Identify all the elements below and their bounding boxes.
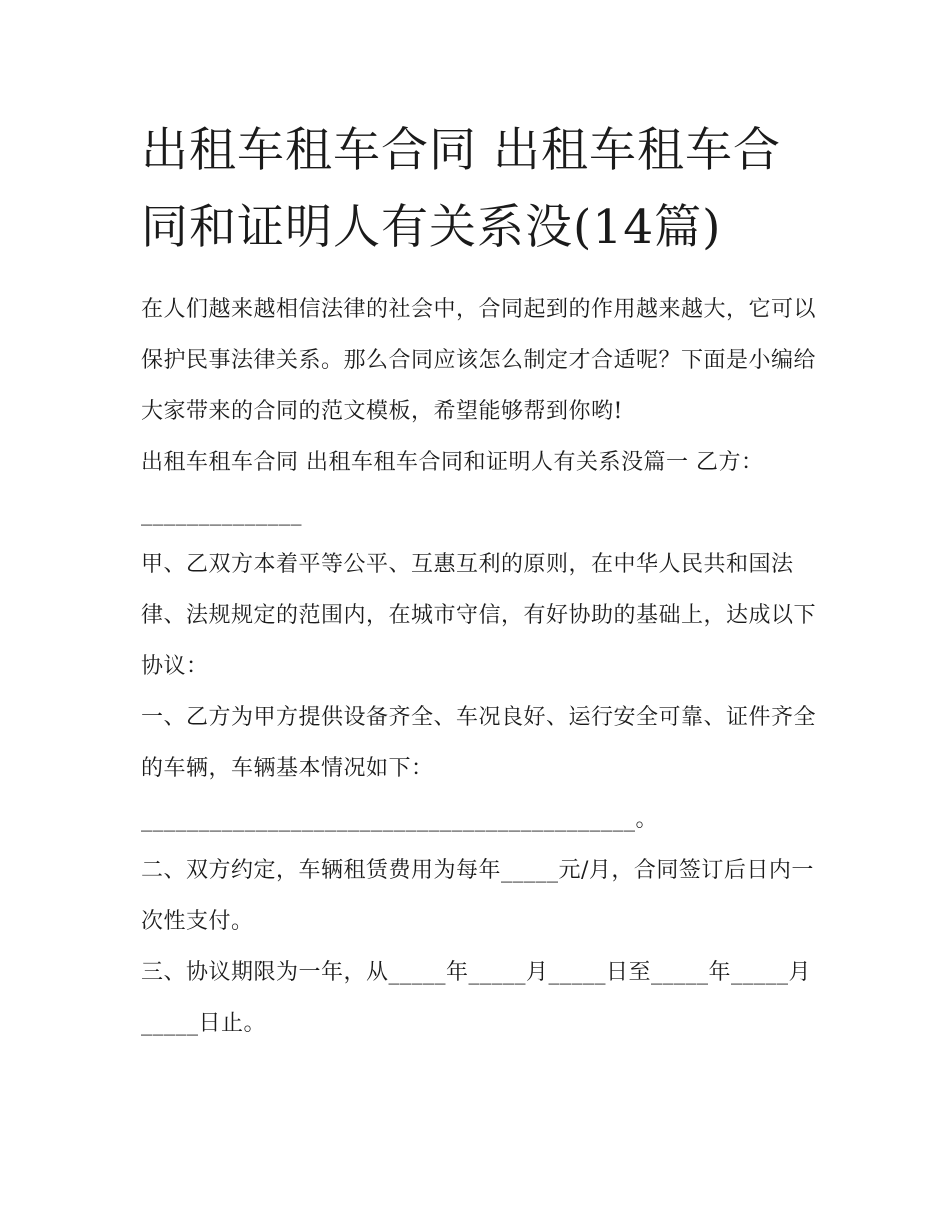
paragraph-clause-1: 一、乙方为甲方提供设备齐全、车况良好、运行安全可靠、证件齐全的车辆，车辆基本情况如下：___________________________________________。 xyxy=(141,705,817,832)
paragraph-agreement-basis: 甲、乙双方本着平等公平、互惠互利的原则，在中华人民共和国法律、法规规定的范围内，在城市守信，有好协助的基础上，达成以下协议： xyxy=(141,552,817,679)
paragraph-clause-3: 三、协议期限为一年，从_____年_____月_____日至_____年_____月_____日止。 xyxy=(141,960,812,1036)
paragraph-intro: 在人们越来越相信法律的社会中，合同起到的作用越来越大，它可以保护民事法律关系。那么合同应该怎么制定才合适呢？下面是小编给大家带来的合同的范文模板，希望能够帮到你哟! xyxy=(141,297,817,424)
paragraph-heading-party: 出租车租车合同 出租车租车合同和证明人有关系没篇一 乙方：______________ xyxy=(141,450,764,526)
document-title: 出租车租车合同 出租车租车合同和证明人有关系没(14篇) xyxy=(141,123,781,255)
document-page xyxy=(141,112,821,1049)
paragraph-clause-2: 二、双方约定，车辆租赁费用为每年_____元/月，合同签订后日内一次性支付。 xyxy=(141,858,814,934)
